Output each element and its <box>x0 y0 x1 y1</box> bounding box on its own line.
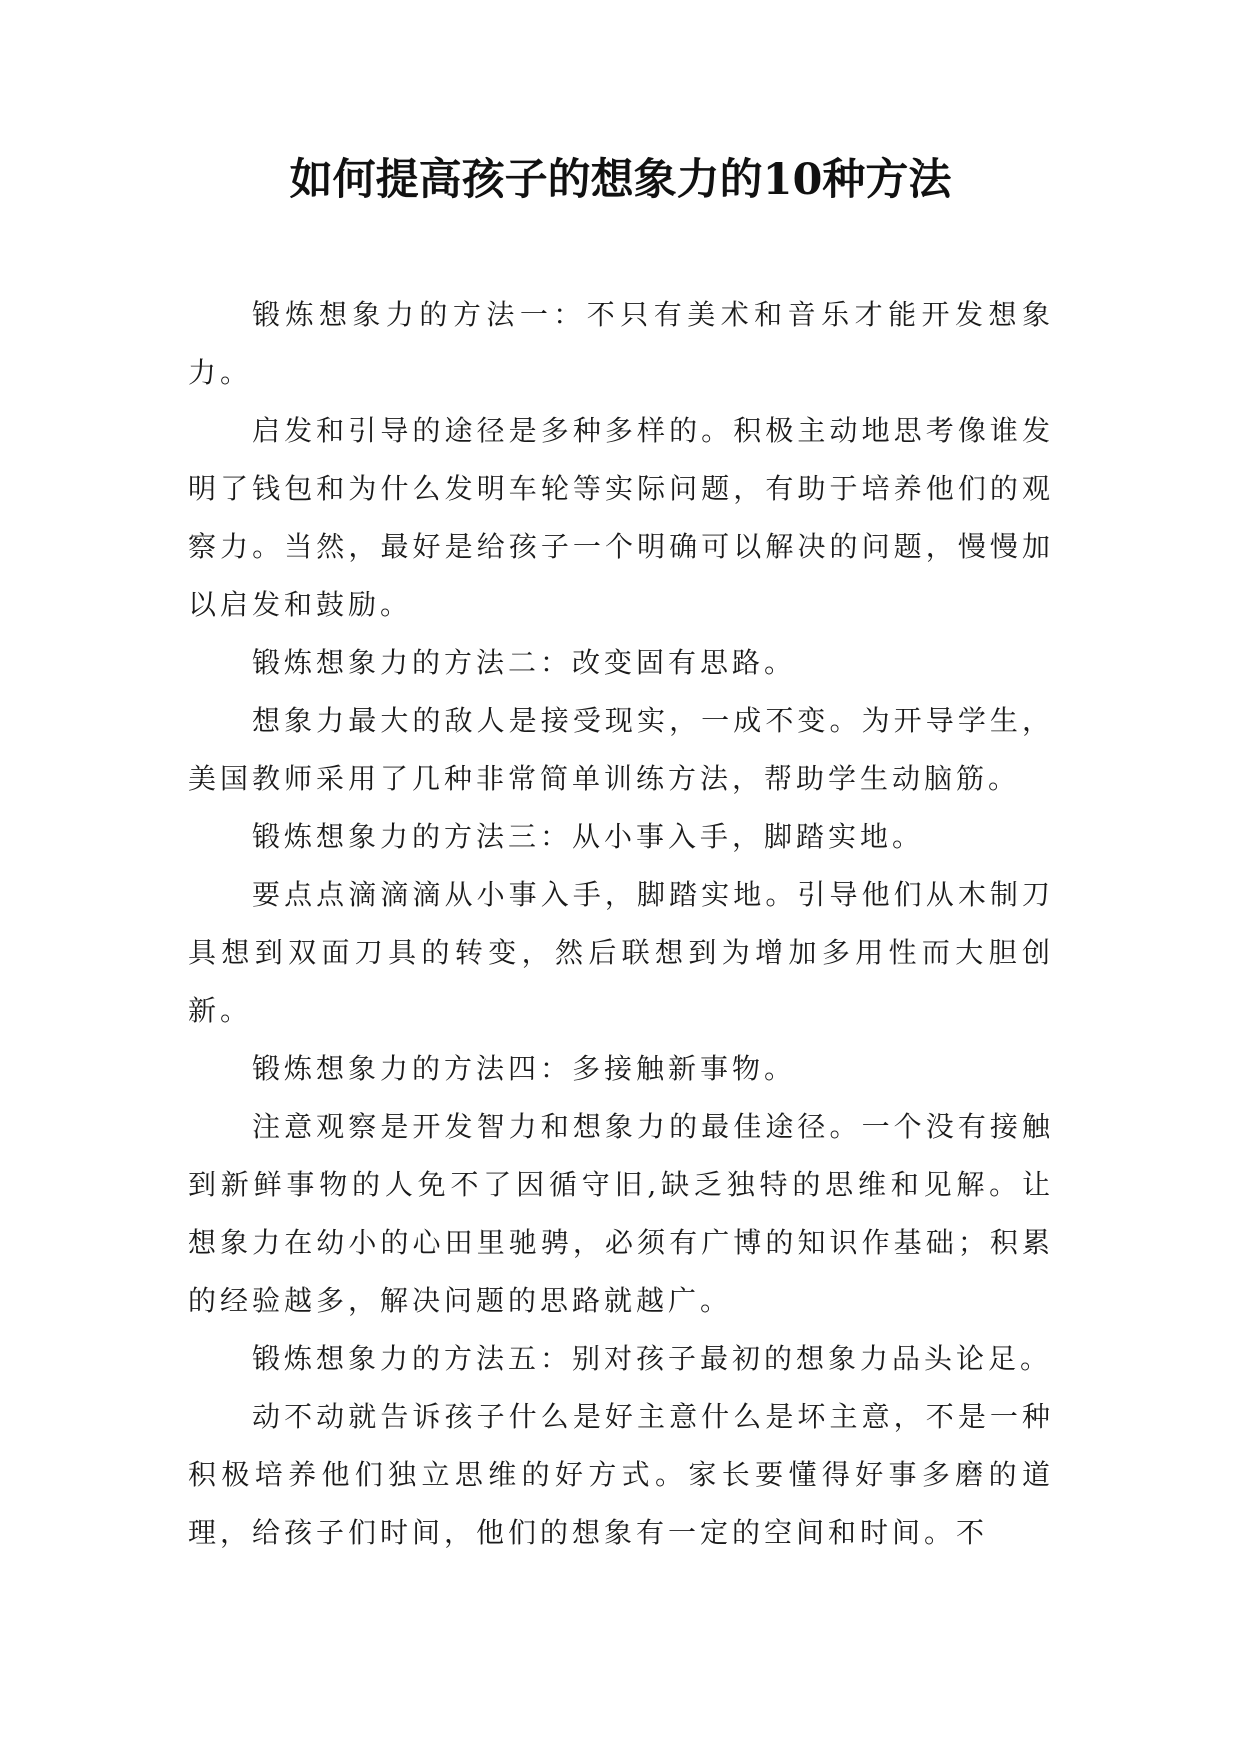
document-title: 如何提高孩子的想象力的10种方法 <box>289 155 952 205</box>
document-body <box>188 286 1054 1562</box>
paragraph: 锻炼想象力的方法二：改变固有思路。 <box>252 646 797 679</box>
paragraph: 锻炼想象力的方法三：从小事入手，脚踏实地。 <box>252 820 925 853</box>
paragraph: 动不动就告诉孩子什么是好主意什么是坏主意，不是一种积极培养他们独立思维的好方式。家长要懂得好事多磨的道理，给孩子们时间，他们的想象有一定的空间和时间。不 <box>188 1400 1054 1549</box>
paragraph: 要点点滴滴滴从小事入手，脚踏实地。引导他们从木制刀具想到双面刀具的转变，然后联想到为增加多用性而大胆创新。 <box>188 878 1054 1027</box>
paragraph: 锻炼想象力的方法四：多接触新事物。 <box>252 1052 797 1085</box>
paragraph: 想象力最大的敌人是接受现实，一成不变。为开导学生，美国教师采用了几种非常简单训练方法，帮助学生动脑筋。 <box>188 704 1054 795</box>
paragraph: 锻炼想象力的方法五：别对孩子最初的想象力品头论足。 <box>252 1342 1053 1375</box>
paragraph: 锻炼想象力的方法一：不只有美术和音乐才能开发想象力。 <box>188 298 1054 389</box>
paragraph: 启发和引导的途径是多种多样的。积极主动地思考像谁发明了钱包和为什么发明车轮等实际问题，有助于培养他们的观察力。当然，最好是给孩子一个明确可以解决的问题，慢慢加以启发和鼓励。 <box>188 414 1054 621</box>
paragraph: 注意观察是开发智力和想象力的最佳途径。一个没有接触到新鲜事物的人免不了因循守旧,缺乏独特的思维和见解。让想象力在幼小的心田里驰骋，必须有广博的知识作基础；积累的经验越多，解决问题的思路就越广。 <box>188 1110 1054 1317</box>
